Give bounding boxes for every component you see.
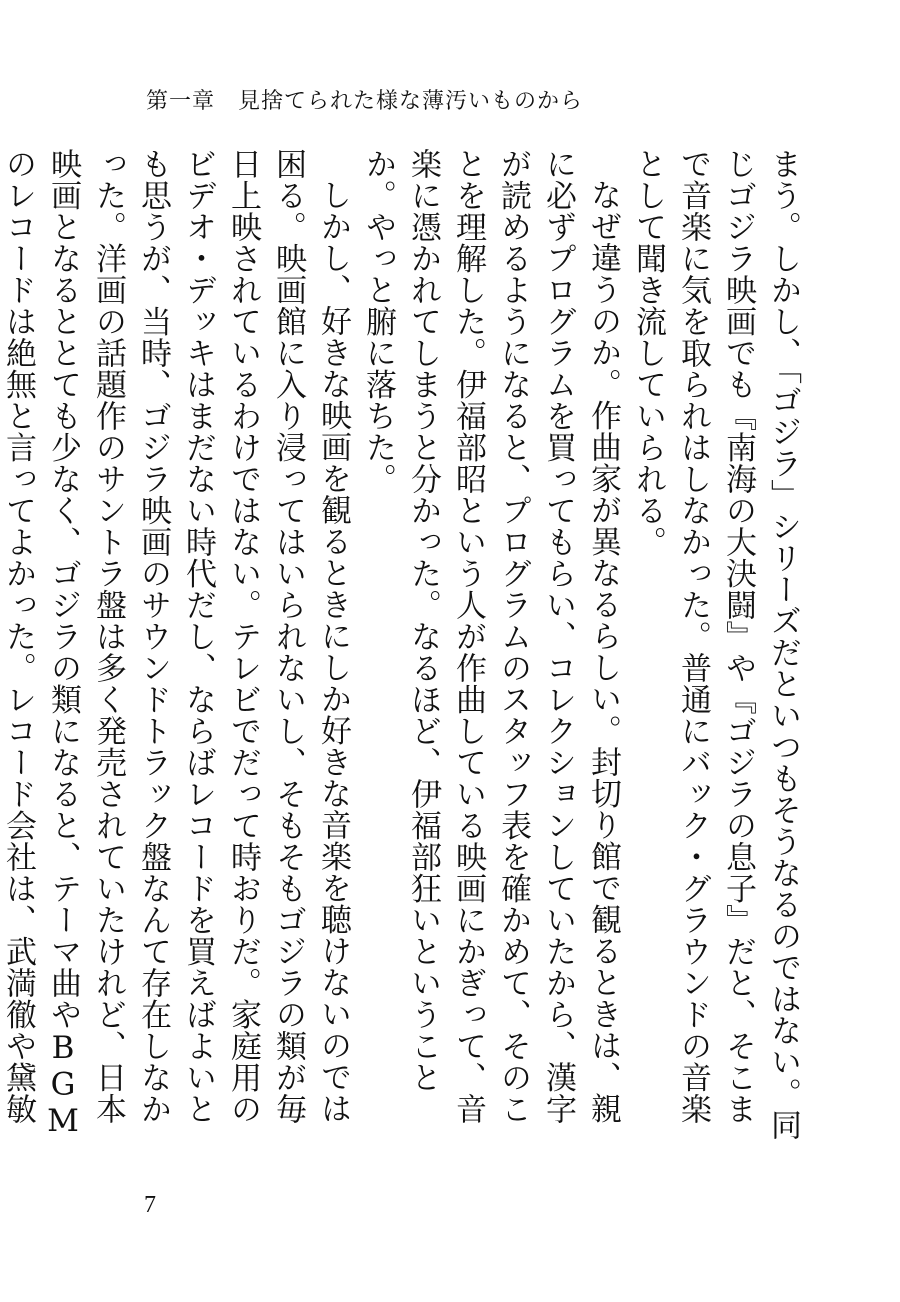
paragraph-2: なぜ違うのか。作曲家が異なるらしい。封切り館で観るときは、親に必ずプログラムを買ってもらい、コレクションしていたから、漢字が読めるようになると、プログラムのスタッフ表を確かめて、そのことを理解した。伊福部昭という人が作曲している映画にかぎって、音楽に憑かれてしまうと分かった。なるほど、伊福部狂いということか。やっと腑に落ちた。 xyxy=(360,148,621,1125)
running-head: 第一章 見捨てられた様な薄汚いものから xyxy=(146,89,584,114)
page-number: 7 xyxy=(144,1192,156,1218)
paragraph-3: しかし、好きな映画を観るときにしか好きな音楽を聴けないのでは困る。映画館に入り浸ってはいられないし、そもそもゴジラの類が毎日上映されているわけではない。テレビでだって時おりだ。家庭用のビデオ・デッキはまだない時代だし、ならばレコードを買えばよいとも思うが、当時、ゴジラ映画のサウンドトラック盤なんて存在しなかった。洋画の話題作のサントラ盤は多く発売されていたけれど、日本映画となるととても少なく、ゴジラの類になると、テーマ曲やBGMのレコードは絶無と言ってよかった。レコード会社は、武満徹や黛敏 xyxy=(0,148,351,1140)
body-text xyxy=(0,148,805,1148)
paragraph-1: まう。しかし、「ゴジラ」シリーズだといつもそうなるのではない。同じゴジラ映画でも『南海の大決闘』や『ゴジラの息子』だと、そこまで音楽に気を取られはしなかった。普通にバック・グラウンドの音楽として聞き流していられる。 xyxy=(630,148,801,1141)
